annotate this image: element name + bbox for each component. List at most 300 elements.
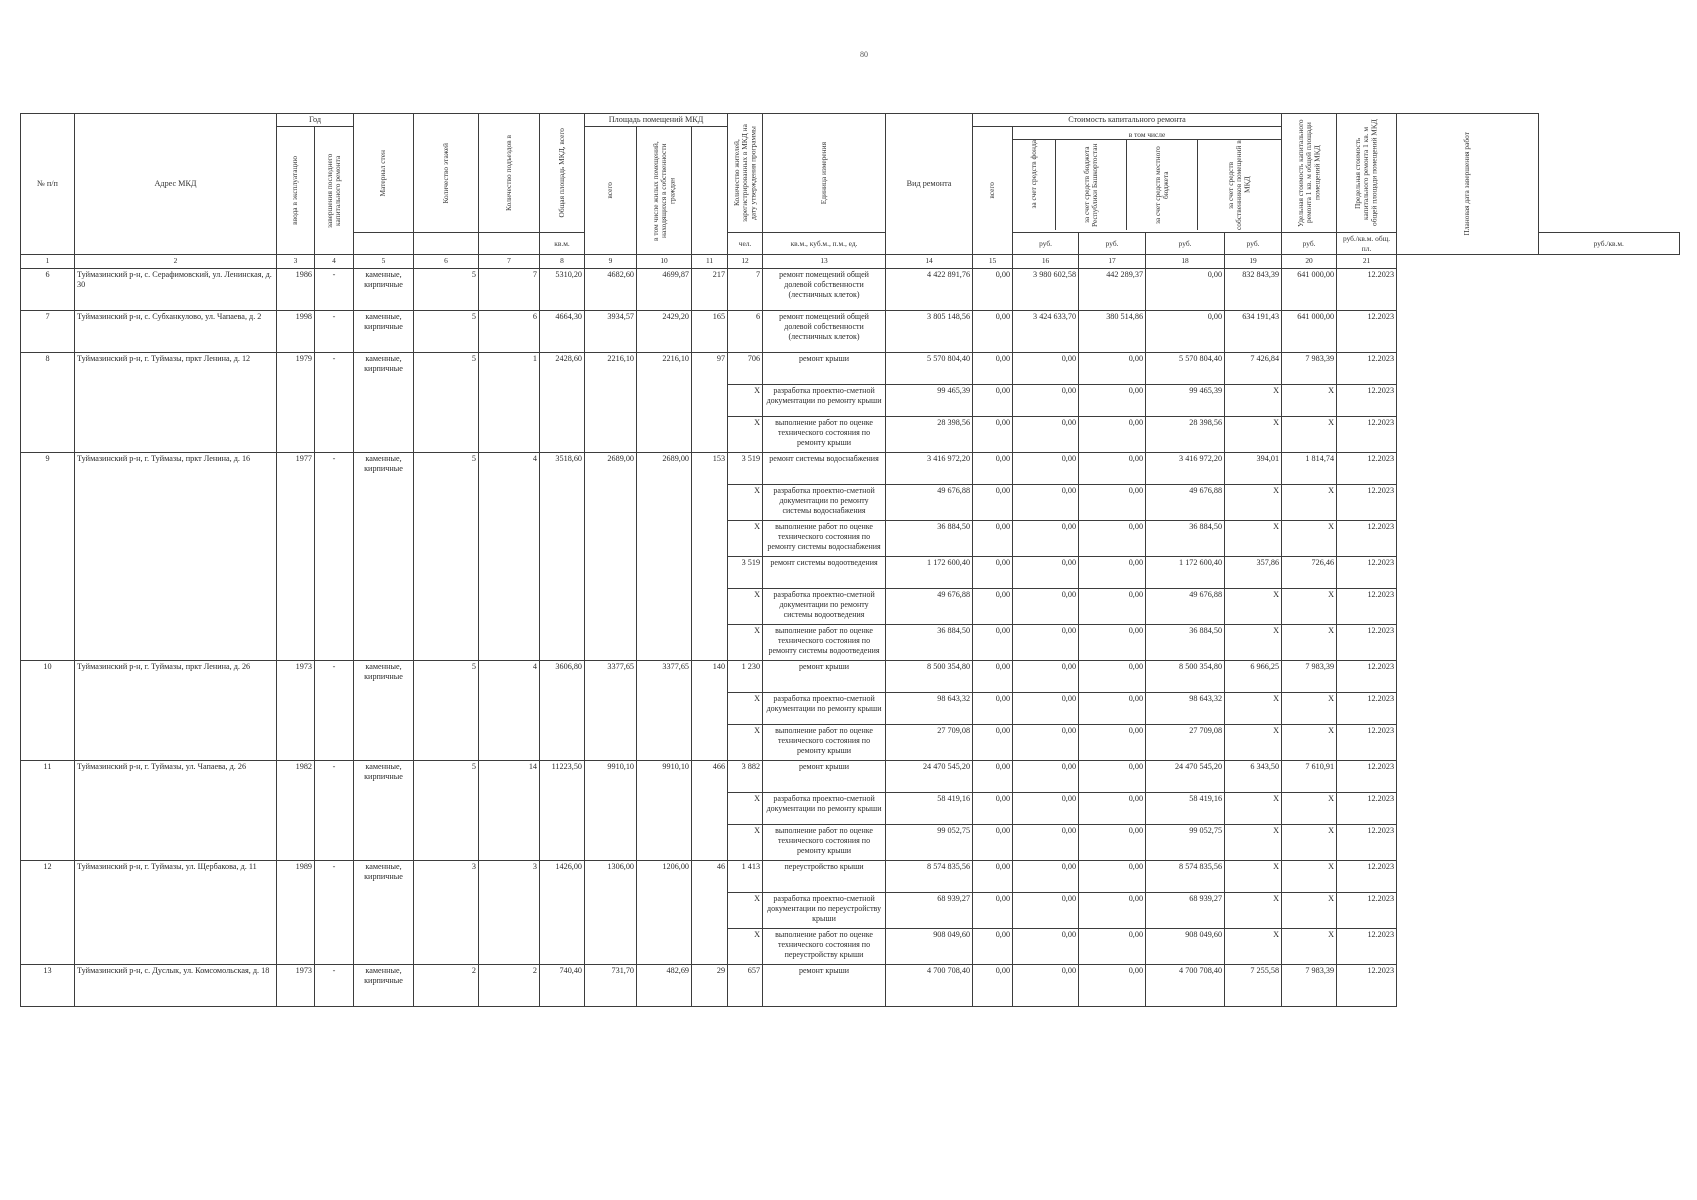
work-type: выполнение работ по оценке технического состояния по ремонту крыши: [763, 824, 886, 860]
cost-republic: 3 980 602,58: [1013, 268, 1079, 310]
row-area-residential: 9910,10: [637, 760, 692, 860]
work-volume: 706: [728, 352, 763, 384]
header-material: Материал стен: [354, 114, 414, 233]
row-number: 8: [21, 352, 75, 452]
cost-local: 0,00: [1079, 660, 1146, 692]
row-address: Туймазинский р-н, с. Серафимовский, ул. Ленинская, д. 30: [75, 268, 277, 310]
deadline: 12.2023: [1337, 588, 1397, 624]
max-cost: X: [1282, 484, 1337, 520]
cost-local: 0,00: [1079, 724, 1146, 760]
cost-fund: 0,00: [973, 760, 1013, 792]
header-group-cost: Стоимость капитального ремонта: [973, 114, 1282, 127]
unit-cost: X: [1225, 588, 1282, 624]
row-year: 1973: [277, 964, 315, 1006]
column-number: 21: [1337, 254, 1397, 268]
deadline: 12.2023: [1337, 660, 1397, 692]
header-volume: Единица измерения: [763, 114, 886, 233]
unit-cell: руб.: [1225, 233, 1282, 255]
work-volume: 1 413: [728, 860, 763, 892]
cost-owners: 98 643,32: [1146, 692, 1225, 724]
work-type: разработка проектно-сметной документации по ремонту крыши: [763, 792, 886, 824]
cost-republic: 0,00: [1013, 416, 1079, 452]
column-number: 14: [886, 254, 973, 268]
column-number: 3: [277, 254, 315, 268]
header-area-other: [692, 127, 728, 255]
header-cost-total: всего: [973, 127, 1013, 255]
row-address: Туймазинский р-н, г. Туймазы, ул. Чапаева, д. 26: [75, 760, 277, 860]
work-volume: X: [728, 416, 763, 452]
cost-owners: 0,00: [1146, 268, 1225, 310]
cost-owners: 1 172 600,40: [1146, 556, 1225, 588]
cost-owners: 908 049,60: [1146, 928, 1225, 964]
deadline: 12.2023: [1337, 452, 1397, 484]
work-type: разработка проектно-сметной документации по ремонту крыши: [763, 692, 886, 724]
work-type: ремонт крыши: [763, 760, 886, 792]
row-area-all: 3377,65: [585, 660, 637, 760]
work-type: ремонт системы водоотведения: [763, 556, 886, 588]
unit-cost: X: [1225, 724, 1282, 760]
unit-cell: руб.: [1282, 233, 1337, 255]
row-year: 1982: [277, 760, 315, 860]
row-residents: 153: [692, 452, 728, 660]
row-year: 1986: [277, 268, 315, 310]
row-area-residential: 2689,00: [637, 452, 692, 660]
unit-cost: 6 966,25: [1225, 660, 1282, 692]
max-cost: 641 000,00: [1282, 310, 1337, 352]
row-material: каменные, кирпичные: [354, 268, 414, 310]
row-number: 6: [21, 268, 75, 310]
row-material: каменные, кирпичные: [354, 860, 414, 964]
deadline: 12.2023: [1337, 860, 1397, 892]
unit-cost: X: [1225, 824, 1282, 860]
work-volume: 657: [728, 964, 763, 1006]
row-year: 1973: [277, 660, 315, 760]
header-residents: Количество жителей, зарегистрированных в МКД на дату утверждения программы: [728, 114, 763, 233]
unit-cost: 6 343,50: [1225, 760, 1282, 792]
cost-total: 98 643,32: [886, 692, 973, 724]
row-total-area: 4664,30: [540, 310, 585, 352]
row-last-repair: -: [315, 760, 354, 860]
row-residents: 466: [692, 760, 728, 860]
cost-owners: 27 709,08: [1146, 724, 1225, 760]
deadline: 12.2023: [1337, 520, 1397, 556]
repair-program-table: [20, 113, 1680, 1007]
column-number: 10: [637, 254, 692, 268]
cost-total: 28 398,56: [886, 416, 973, 452]
cost-total: 99 052,75: [886, 824, 973, 860]
table-row: [21, 268, 1680, 310]
cost-republic: 0,00: [1013, 892, 1079, 928]
work-volume: X: [728, 384, 763, 416]
deadline: 12.2023: [1337, 384, 1397, 416]
cost-local: 0,00: [1079, 692, 1146, 724]
header-area-residential: в том числе жилых помещений, находящихся в собственности граждан: [637, 127, 692, 255]
cost-republic: 0,00: [1013, 964, 1079, 1006]
unit-cell: руб.: [1079, 233, 1146, 255]
work-volume: X: [728, 724, 763, 760]
header-max-cost: Предельная стоимость капитального ремонта 1 кв. м общей площади помещений МКД: [1337, 114, 1397, 233]
deadline: 12.2023: [1337, 892, 1397, 928]
table-row: [21, 310, 1680, 352]
cost-owners: 99 052,75: [1146, 824, 1225, 860]
cost-local: 380 514,86: [1079, 310, 1146, 352]
cost-local: 0,00: [1079, 416, 1146, 452]
column-number: 16: [1013, 254, 1079, 268]
max-cost: X: [1282, 416, 1337, 452]
row-year: 1977: [277, 452, 315, 660]
unit-cost: 832 843,39: [1225, 268, 1282, 310]
deadline: 12.2023: [1337, 724, 1397, 760]
row-address: Туймазинский р-н, г. Туймазы, пркт Ленина, д. 26: [75, 660, 277, 760]
column-number: 9: [585, 254, 637, 268]
cost-fund: 0,00: [973, 824, 1013, 860]
header-no: № п/п: [21, 114, 75, 255]
unit-cost: 7 255,58: [1225, 964, 1282, 1006]
cost-owners: 68 939,27: [1146, 892, 1225, 928]
row-residents: 97: [692, 352, 728, 452]
deadline: 12.2023: [1337, 484, 1397, 520]
row-year: 1979: [277, 352, 315, 452]
row-floors: 5: [414, 660, 479, 760]
column-number: 12: [728, 254, 763, 268]
cost-republic: 0,00: [1013, 352, 1079, 384]
cost-republic: 0,00: [1013, 792, 1079, 824]
row-total-area: 3606,80: [540, 660, 585, 760]
column-number: 11: [692, 254, 728, 268]
max-cost: X: [1282, 928, 1337, 964]
work-volume: 3 519: [728, 556, 763, 588]
unit-cost: X: [1225, 484, 1282, 520]
cost-local: 0,00: [1079, 792, 1146, 824]
max-cost: X: [1282, 824, 1337, 860]
row-number: 13: [21, 964, 75, 1006]
row-total-area: 1426,00: [540, 860, 585, 964]
cost-republic: 0,00: [1013, 928, 1079, 964]
work-volume: X: [728, 624, 763, 660]
row-floors: 2: [414, 964, 479, 1006]
cost-republic: 0,00: [1013, 824, 1079, 860]
work-volume: X: [728, 824, 763, 860]
cost-local: 0,00: [1079, 588, 1146, 624]
cost-owners: 5 570 804,40: [1146, 352, 1225, 384]
header-floors: Количество этажей: [414, 114, 479, 233]
cost-fund: 0,00: [973, 268, 1013, 310]
cost-local: 0,00: [1079, 824, 1146, 860]
deadline: 12.2023: [1337, 352, 1397, 384]
cost-total: 1 172 600,40: [886, 556, 973, 588]
row-area-all: 3934,57: [585, 310, 637, 352]
work-volume: X: [728, 692, 763, 724]
table-header: [21, 114, 1680, 255]
row-address: Туймазинский р-н, с. Дуслык, ул. Комсомольская, д. 18: [75, 964, 277, 1006]
row-number: 12: [21, 860, 75, 964]
cost-owners: 4 700 708,40: [1146, 964, 1225, 1006]
row-last-repair: -: [315, 660, 354, 760]
row-entrances: 7: [479, 268, 540, 310]
unit-cost: 634 191,43: [1225, 310, 1282, 352]
cost-total: 49 676,88: [886, 484, 973, 520]
work-type: ремонт помещений общей долевой собственности (лестничных клеток): [763, 268, 886, 310]
cost-republic: 0,00: [1013, 484, 1079, 520]
row-material: каменные, кирпичные: [354, 452, 414, 660]
deadline: 12.2023: [1337, 824, 1397, 860]
cost-owners: 99 465,39: [1146, 384, 1225, 416]
row-floors: 5: [414, 352, 479, 452]
cost-republic: 0,00: [1013, 860, 1079, 892]
cost-owners: 24 470 545,20: [1146, 760, 1225, 792]
row-area-residential: 1206,00: [637, 860, 692, 964]
cost-owners: 58 419,16: [1146, 792, 1225, 824]
header-deadline: Плановая дата завершения работ: [1397, 114, 1538, 255]
cost-owners: 0,00: [1146, 310, 1225, 352]
table-row: [21, 352, 1680, 384]
unit-cost: X: [1225, 692, 1282, 724]
work-volume: 1 230: [728, 660, 763, 692]
cost-owners: 36 884,50: [1146, 520, 1225, 556]
cost-owners: 3 416 972,20: [1146, 452, 1225, 484]
row-entrances: 1: [479, 352, 540, 452]
deadline: 12.2023: [1337, 760, 1397, 792]
row-area-residential: 482,69: [637, 964, 692, 1006]
unit-cell: руб./кв.м. общ. пл.: [1337, 233, 1397, 255]
row-residents: 165: [692, 310, 728, 352]
work-type: выполнение работ по оценке технического состояния по ремонту системы водоснабжения: [763, 520, 886, 556]
column-number: 20: [1282, 254, 1337, 268]
unit-cell: руб./кв.м.: [1538, 233, 1679, 255]
work-volume: X: [728, 792, 763, 824]
cost-fund: 0,00: [973, 352, 1013, 384]
work-volume: X: [728, 892, 763, 928]
row-material: каменные, кирпичные: [354, 964, 414, 1006]
row-area-all: 4682,60: [585, 268, 637, 310]
cost-fund: 0,00: [973, 310, 1013, 352]
column-numbers-row: [21, 254, 1680, 268]
row-last-repair: -: [315, 860, 354, 964]
cost-republic: 0,00: [1013, 452, 1079, 484]
unit-cost: X: [1225, 928, 1282, 964]
row-area-residential: 4699,87: [637, 268, 692, 310]
cost-fund: 0,00: [973, 484, 1013, 520]
unit-cost: X: [1225, 860, 1282, 892]
cost-owners: 8 574 835,56: [1146, 860, 1225, 892]
table-row: [21, 860, 1680, 892]
header-repair-type: Вид ремонта: [886, 114, 973, 255]
unit-cell: кв.м., куб.м., п.м., ед.: [763, 233, 886, 255]
table-row: [21, 964, 1680, 1006]
unit-cost: X: [1225, 792, 1282, 824]
cost-fund: 0,00: [973, 556, 1013, 588]
cost-republic: 0,00: [1013, 660, 1079, 692]
column-number: 18: [1146, 254, 1225, 268]
cost-local: 0,00: [1079, 556, 1146, 588]
row-residents: 140: [692, 660, 728, 760]
cost-total: 58 419,16: [886, 792, 973, 824]
work-type: переустройство крыши: [763, 860, 886, 892]
table-row: [21, 452, 1680, 484]
column-number: 6: [414, 254, 479, 268]
cost-republic: 0,00: [1013, 520, 1079, 556]
cost-fund: 0,00: [973, 520, 1013, 556]
row-residents: 29: [692, 964, 728, 1006]
cost-total: 36 884,50: [886, 624, 973, 660]
header-group-year: Год: [277, 114, 354, 127]
unit-cost: 7 426,84: [1225, 352, 1282, 384]
work-type: ремонт крыши: [763, 964, 886, 1006]
cost-republic: 0,00: [1013, 588, 1079, 624]
cost-owners: 8 500 354,80: [1146, 660, 1225, 692]
header-entrances: Количество подъездов в: [479, 114, 540, 233]
column-number: 8: [540, 254, 585, 268]
cost-total: 8 574 835,56: [886, 860, 973, 892]
row-total-area: 2428,60: [540, 352, 585, 452]
cost-fund: 0,00: [973, 724, 1013, 760]
row-entrances: 3: [479, 860, 540, 964]
row-material: каменные, кирпичные: [354, 660, 414, 760]
column-number: 7: [479, 254, 540, 268]
cost-total: 27 709,08: [886, 724, 973, 760]
cost-owners: 49 676,88: [1146, 588, 1225, 624]
work-volume: X: [728, 588, 763, 624]
cost-republic: 0,00: [1013, 760, 1079, 792]
row-area-all: 731,70: [585, 964, 637, 1006]
header-fund: за счет средств фонда: [1013, 140, 1056, 230]
max-cost: 7 983,39: [1282, 964, 1337, 1006]
unit-cost: X: [1225, 520, 1282, 556]
cost-fund: 0,00: [973, 588, 1013, 624]
cost-fund: 0,00: [973, 892, 1013, 928]
cost-total: 4 700 708,40: [886, 964, 973, 1006]
max-cost: 1 814,74: [1282, 452, 1337, 484]
max-cost: 726,46: [1282, 556, 1337, 588]
header-cost-breakdown: [1013, 127, 1282, 233]
row-residents: 46: [692, 860, 728, 964]
column-number: 19: [1225, 254, 1282, 268]
cost-republic: 0,00: [1013, 556, 1079, 588]
work-volume: X: [728, 928, 763, 964]
header-year-last-repair: завершения последнего капитального ремонта: [315, 127, 354, 255]
row-floors: 5: [414, 268, 479, 310]
row-material: каменные, кирпичные: [354, 352, 414, 452]
table-row: [21, 760, 1680, 792]
row-address: Туймазинский р-н, с. Субханкулово, ул. Чапаева, д. 2: [75, 310, 277, 352]
row-floors: 5: [414, 760, 479, 860]
unit-cost: 394,01: [1225, 452, 1282, 484]
cost-total: 68 939,27: [886, 892, 973, 928]
work-type: разработка проектно-сметной документации по ремонту крыши: [763, 384, 886, 416]
cost-republic: 0,00: [1013, 724, 1079, 760]
max-cost: 7 610,91: [1282, 760, 1337, 792]
deadline: 12.2023: [1337, 556, 1397, 588]
work-type: разработка проектно-сметной документации по ремонту системы водоотведения: [763, 588, 886, 624]
row-number: 9: [21, 452, 75, 660]
work-type: выполнение работ по оценке технического состояния по ремонту крыши: [763, 416, 886, 452]
cost-local: 0,00: [1079, 520, 1146, 556]
row-entrances: 6: [479, 310, 540, 352]
cost-republic: 0,00: [1013, 624, 1079, 660]
column-number: 5: [354, 254, 414, 268]
row-area-residential: 3377,65: [637, 660, 692, 760]
cost-total: 908 049,60: [886, 928, 973, 964]
cost-local: 0,00: [1079, 860, 1146, 892]
max-cost: X: [1282, 860, 1337, 892]
row-entrances: 4: [479, 452, 540, 660]
header-local: за счет средств местного бюджета: [1127, 140, 1198, 230]
header-cost-incl: в том числе: [1013, 130, 1281, 140]
column-number: 2: [75, 254, 277, 268]
row-area-all: 2216,10: [585, 352, 637, 452]
row-address: Туймазинский р-н, г. Туймазы, пркт Ленина, д. 16: [75, 452, 277, 660]
cost-local: 0,00: [1079, 892, 1146, 928]
cost-local: 0,00: [1079, 760, 1146, 792]
column-number: 4: [315, 254, 354, 268]
row-total-area: 5310,20: [540, 268, 585, 310]
cost-fund: 0,00: [973, 964, 1013, 1006]
cost-total: 4 422 891,76: [886, 268, 973, 310]
max-cost: 641 000,00: [1282, 268, 1337, 310]
max-cost: X: [1282, 792, 1337, 824]
unit-cell: руб.: [1146, 233, 1225, 255]
header-cost-sources: [1013, 140, 1281, 230]
cost-total: 49 676,88: [886, 588, 973, 624]
header-owners: за счет средств собственников помещений в МКД: [1226, 139, 1252, 230]
work-volume: 7: [728, 268, 763, 310]
row-number: 7: [21, 310, 75, 352]
row-total-area: 11223,50: [540, 760, 585, 860]
work-type: выполнение работ по оценке технического состояния по ремонту системы водоотведения: [763, 624, 886, 660]
work-type: разработка проектно-сметной документации по переустройству крыши: [763, 892, 886, 928]
cost-fund: 0,00: [973, 928, 1013, 964]
row-entrances: 4: [479, 660, 540, 760]
row-year: 1989: [277, 860, 315, 964]
column-number: 15: [973, 254, 1013, 268]
cost-local: 0,00: [1079, 452, 1146, 484]
work-volume: 3 519: [728, 452, 763, 484]
row-last-repair: -: [315, 268, 354, 310]
cost-fund: 0,00: [973, 692, 1013, 724]
row-entrances: 14: [479, 760, 540, 860]
cost-total: 36 884,50: [886, 520, 973, 556]
row-total-area: 740,40: [540, 964, 585, 1006]
row-year: 1998: [277, 310, 315, 352]
work-type: выполнение работ по оценке технического состояния по переустройству крыши: [763, 928, 886, 964]
work-type: разработка проектно-сметной документации по ремонту системы водоснабжения: [763, 484, 886, 520]
max-cost: X: [1282, 692, 1337, 724]
row-total-area: 3518,60: [540, 452, 585, 660]
row-address: Туймазинский р-н, г. Туймазы, пркт Ленина, д. 12: [75, 352, 277, 452]
deadline: 12.2023: [1337, 964, 1397, 1006]
unit-cost: X: [1225, 624, 1282, 660]
cost-local: 0,00: [1079, 484, 1146, 520]
cost-fund: 0,00: [973, 660, 1013, 692]
row-area-residential: 2216,10: [637, 352, 692, 452]
row-last-repair: -: [315, 964, 354, 1006]
header-republic: за счет средств бюджета Республики Башкортостан: [1056, 140, 1126, 230]
max-cost: 7 983,39: [1282, 352, 1337, 384]
row-area-residential: 2429,20: [637, 310, 692, 352]
row-last-repair: -: [315, 310, 354, 352]
work-type: ремонт помещений общей долевой собственности (лестничных клеток): [763, 310, 886, 352]
header-year-commissioning: ввода в эксплуатацию: [277, 127, 315, 255]
cost-owners: 36 884,50: [1146, 624, 1225, 660]
cost-local: 0,00: [1079, 928, 1146, 964]
row-floors: 5: [414, 452, 479, 660]
cost-owners: 49 676,88: [1146, 484, 1225, 520]
work-volume: 3 882: [728, 760, 763, 792]
row-entrances: 2: [479, 964, 540, 1006]
row-material: каменные, кирпичные: [354, 760, 414, 860]
cost-fund: 0,00: [973, 452, 1013, 484]
row-address: Туймазинский р-н, г. Туймазы, ул. Щербакова, д. 11: [75, 860, 277, 964]
